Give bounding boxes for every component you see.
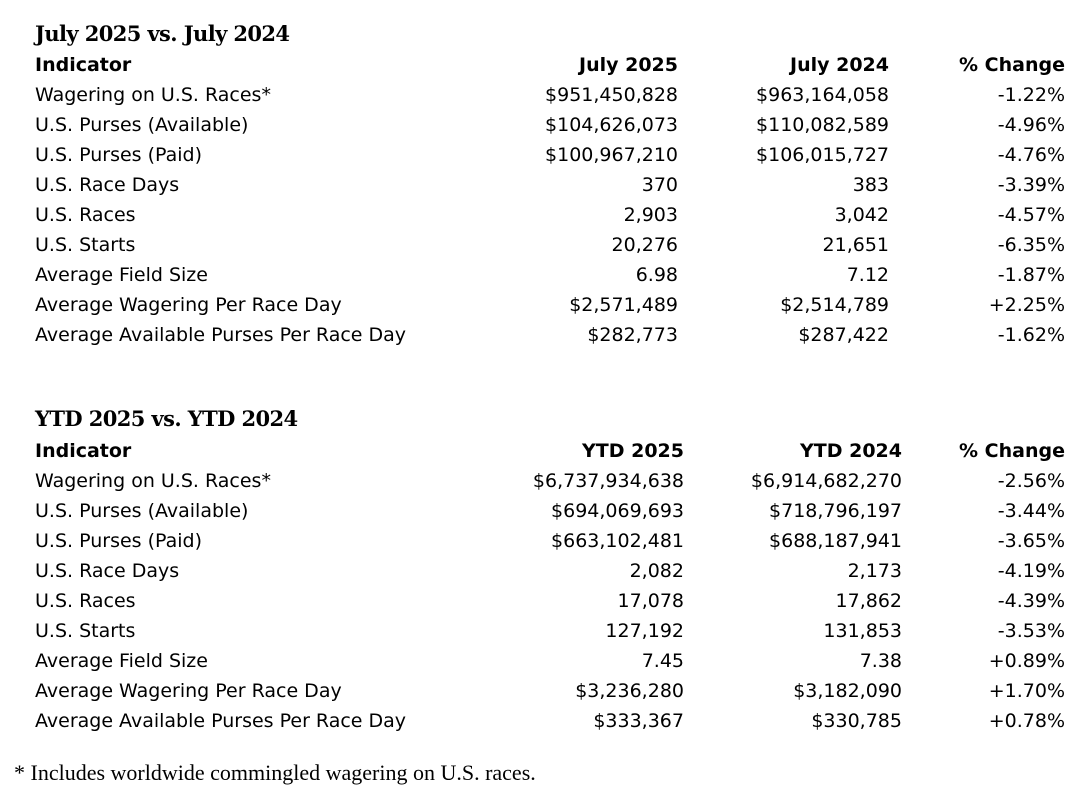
row-value-b: 7.12 [846,264,889,286]
row-value-b: $2,514,789 [780,294,889,316]
row-pct-change: -3.44% [997,500,1065,522]
table-row [0,496,1082,526]
row-pct-change: -4.76% [997,144,1065,166]
footnote: * Includes worldwide commingled wagering on U.S. races. [14,760,536,785]
header-july-2024: July 2024 [790,54,889,76]
row-indicator: Average Available Purses Per Race Day [35,710,407,732]
row-value-a: 2,082 [629,560,684,582]
row-pct-change: -1.62% [997,324,1065,346]
row-pct-change: -4.19% [997,560,1065,582]
table-row [0,526,1082,556]
table-row [0,320,1082,350]
row-value-b: 3,042 [834,204,889,226]
row-pct-change: +0.78% [988,710,1065,732]
row-pct-change: +1.70% [988,680,1065,702]
table-row [0,80,1082,110]
row-indicator: U.S. Purses (Paid) [35,144,203,166]
header-pct-change: % Change [959,440,1065,462]
row-indicator: U.S. Race Days [35,560,180,582]
row-indicator: Average Field Size [35,650,208,672]
table-row [0,140,1082,170]
table-row [0,646,1082,676]
row-indicator: Average Field Size [35,264,208,286]
row-value-a: 127,192 [605,620,684,642]
row-pct-change: -3.65% [997,530,1065,552]
row-value-b: 21,651 [822,234,889,256]
table-header-row [0,50,1082,80]
row-indicator: U.S. Races [35,590,136,612]
row-indicator: Average Available Purses Per Race Day [35,324,407,346]
row-value-b: $688,187,941 [769,530,902,552]
row-value-a: $951,450,828 [545,84,678,106]
row-value-b: $3,182,090 [793,680,902,702]
table-title-july: July 2025 vs. July 2024 [35,21,290,46]
header-ytd-2024: YTD 2024 [800,440,902,462]
row-value-b: $287,422 [798,324,889,346]
row-pct-change: -2.56% [997,470,1065,492]
row-pct-change: -4.39% [997,590,1065,612]
header-ytd-2025: YTD 2025 [582,440,684,462]
row-value-a: 7.45 [641,650,684,672]
row-value-a: 6.98 [635,264,678,286]
table-row [0,466,1082,496]
table-row [0,230,1082,260]
row-value-b: $106,015,727 [756,144,889,166]
header-july-2025: July 2025 [579,54,678,76]
row-value-b: $718,796,197 [769,500,902,522]
row-pct-change: -3.39% [997,174,1065,196]
row-value-b: $330,785 [811,710,902,732]
row-pct-change: -1.22% [997,84,1065,106]
row-value-a: $2,571,489 [569,294,678,316]
row-value-a: 370 [641,174,678,196]
row-value-a: $3,236,280 [575,680,684,702]
table-row [0,586,1082,616]
row-value-a: $282,773 [587,324,678,346]
table-row [0,200,1082,230]
table-row [0,556,1082,586]
row-value-b: 2,173 [847,560,902,582]
row-value-b: 17,862 [835,590,902,612]
row-value-a: 17,078 [617,590,684,612]
header-indicator: Indicator [35,54,132,76]
row-indicator: U.S. Starts [35,234,136,256]
header-indicator: Indicator [35,440,132,462]
table-row [0,260,1082,290]
row-value-a: $6,737,934,638 [532,470,684,492]
row-indicator: U.S. Purses (Available) [35,114,249,136]
row-indicator: Wagering on U.S. Races* [35,470,271,492]
row-value-a: $100,967,210 [545,144,678,166]
row-value-a: $333,367 [593,710,684,732]
row-pct-change: +2.25% [988,294,1065,316]
row-value-a: $104,626,073 [545,114,678,136]
row-indicator: U.S. Races [35,204,136,226]
row-pct-change: -3.53% [997,620,1065,642]
row-value-a: $694,069,693 [551,500,684,522]
row-pct-change: -4.96% [997,114,1065,136]
row-indicator: Wagering on U.S. Races* [35,84,271,106]
row-value-b: $110,082,589 [756,114,889,136]
row-indicator: U.S. Purses (Available) [35,500,249,522]
row-indicator: U.S. Race Days [35,174,180,196]
table-row [0,616,1082,646]
row-value-a: 20,276 [611,234,678,256]
header-pct-change: % Change [959,54,1065,76]
row-value-b: $963,164,058 [756,84,889,106]
row-indicator: U.S. Purses (Paid) [35,530,203,552]
row-pct-change: -4.57% [997,204,1065,226]
row-indicator: Average Wagering Per Race Day [35,294,342,316]
row-pct-change: +0.89% [988,650,1065,672]
row-value-a: $663,102,481 [551,530,684,552]
table-row [0,110,1082,140]
row-pct-change: -1.87% [997,264,1065,286]
table-row [0,290,1082,320]
row-value-a: 2,903 [623,204,678,226]
row-value-b: 131,853 [823,620,902,642]
row-indicator: U.S. Starts [35,620,136,642]
row-value-b: 7.38 [859,650,902,672]
row-value-b: 383 [852,174,889,196]
table-title-ytd: YTD 2025 vs. YTD 2024 [35,406,298,431]
row-indicator: Average Wagering Per Race Day [35,680,342,702]
table-row [0,676,1082,706]
table-row [0,170,1082,200]
table-row [0,706,1082,736]
row-pct-change: -6.35% [997,234,1065,256]
row-value-b: $6,914,682,270 [750,470,902,492]
table-header-row [0,436,1082,466]
